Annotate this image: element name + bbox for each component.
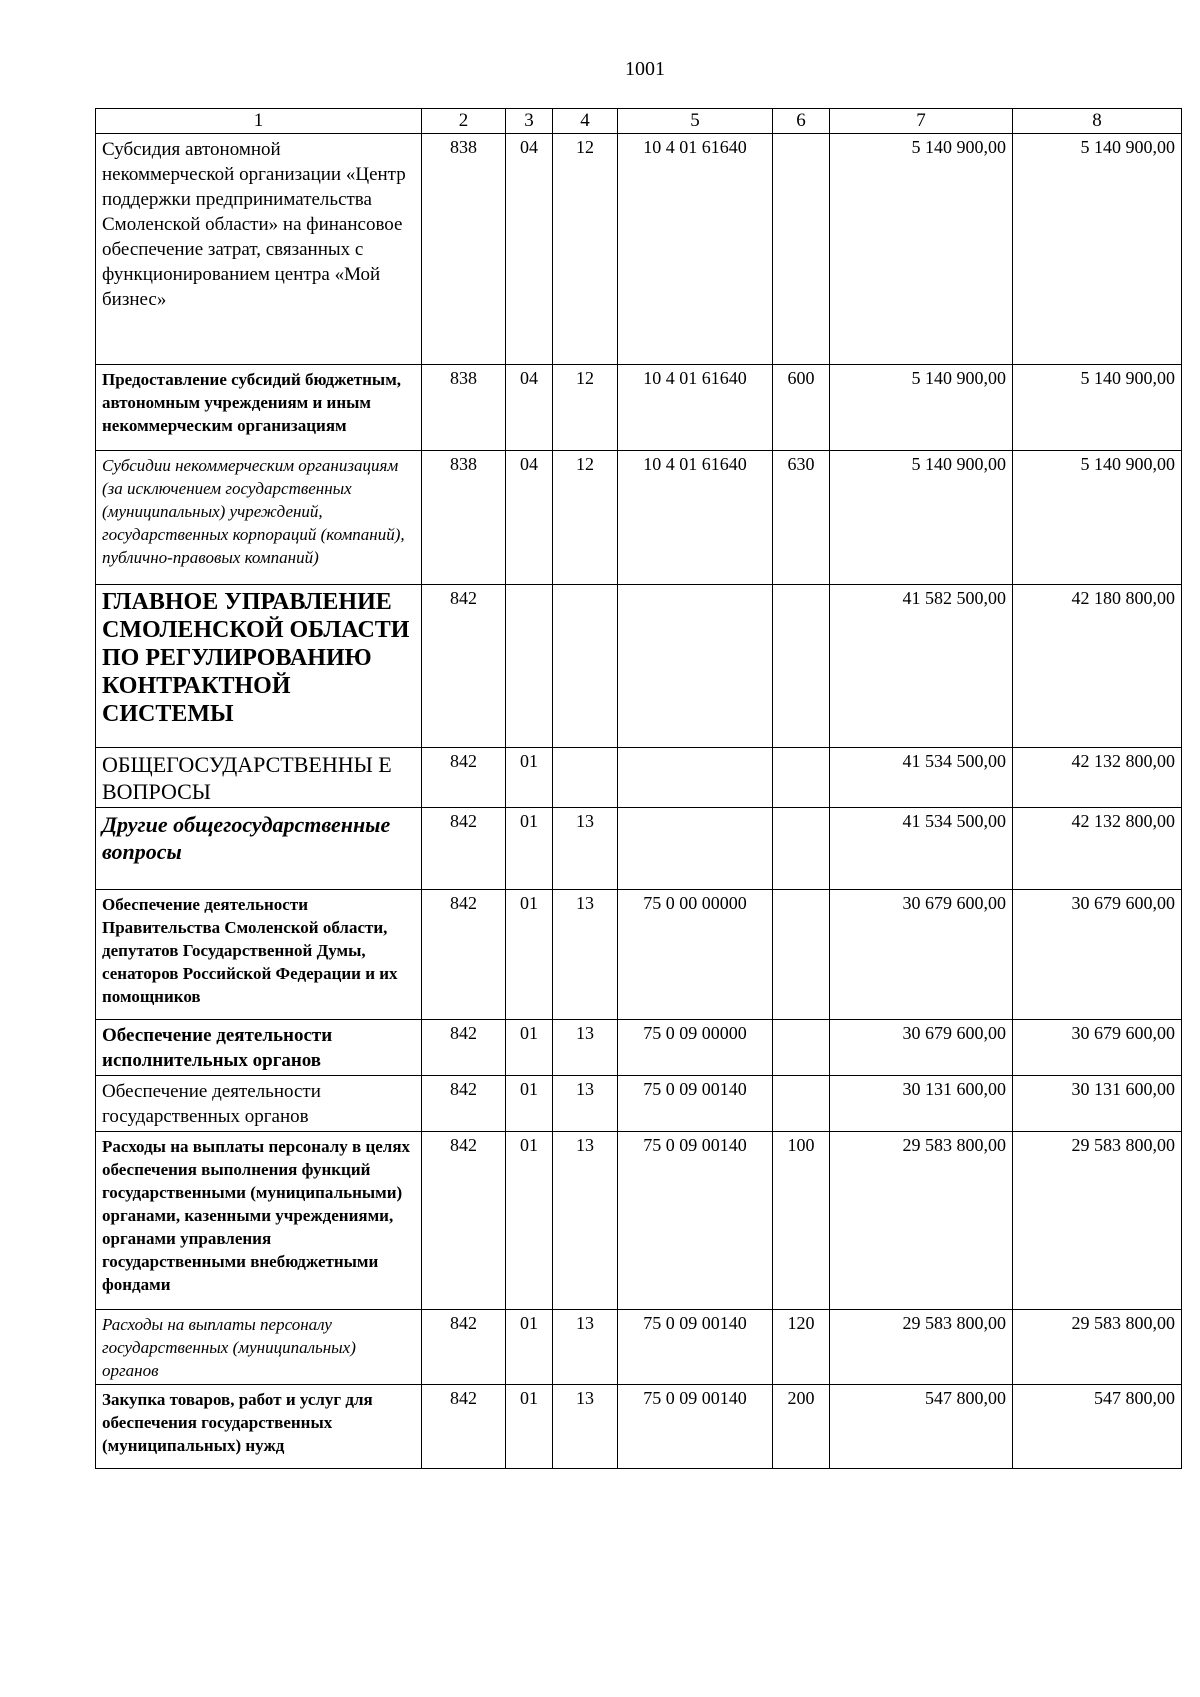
- expense-type-cell: 100: [773, 1132, 830, 1310]
- section-code-cell: 04: [506, 134, 553, 365]
- column-header: 6: [773, 109, 830, 134]
- subsection-code-cell: [553, 748, 618, 808]
- row-name-cell: Расходы на выплаты персоналу в целях обеспечения выполнения функций государственными (муниципальными) органами, казенными учреждениями, органами управления государственными внебюджетными фондами: [96, 1132, 422, 1310]
- table-row: [96, 1385, 1182, 1469]
- row-name-cell: Обеспечение деятельности исполнительных органов: [96, 1020, 422, 1076]
- column-header: 5: [618, 109, 773, 134]
- section-code-cell: 01: [506, 1132, 553, 1310]
- table-row: [96, 585, 1182, 748]
- target-article-cell: [618, 585, 773, 748]
- amount-year-1-cell: 547 800,00: [830, 1385, 1013, 1469]
- amount-year-1-cell: 5 140 900,00: [830, 134, 1013, 365]
- admin-code-cell: 838: [422, 365, 506, 451]
- subsection-code-cell: 13: [553, 1076, 618, 1132]
- amount-year-2-cell: 42 180 800,00: [1013, 585, 1182, 748]
- amount-year-1-cell: 29 583 800,00: [830, 1132, 1013, 1310]
- expense-type-cell: [773, 808, 830, 890]
- section-code-cell: 01: [506, 890, 553, 1020]
- amount-year-1-cell: 41 582 500,00: [830, 585, 1013, 748]
- row-name-cell: Обеспечение деятельности государственных органов: [96, 1076, 422, 1132]
- amount-year-2-cell: 5 140 900,00: [1013, 134, 1182, 365]
- expense-type-cell: 630: [773, 451, 830, 585]
- expense-type-cell: 600: [773, 365, 830, 451]
- admin-code-cell: 842: [422, 1385, 506, 1469]
- table-row: [96, 134, 1182, 365]
- subsection-code-cell: 12: [553, 365, 618, 451]
- row-name-cell: Другие общегосударственные вопросы: [96, 808, 422, 890]
- column-header: 2: [422, 109, 506, 134]
- admin-code-cell: 842: [422, 1132, 506, 1310]
- amount-year-2-cell: 30 679 600,00: [1013, 1020, 1182, 1076]
- amount-year-1-cell: 30 131 600,00: [830, 1076, 1013, 1132]
- admin-code-cell: 842: [422, 808, 506, 890]
- section-code-cell: 01: [506, 1076, 553, 1132]
- admin-code-cell: 838: [422, 134, 506, 365]
- section-code-cell: 01: [506, 1020, 553, 1076]
- row-name-cell: ГЛАВНОЕ УПРАВЛЕНИЕ СМОЛЕНСКОЙ ОБЛАСТИ ПО РЕГУЛИРОВАНИЮ КОНТРАКТНОЙ СИСТЕМЫ: [96, 585, 422, 748]
- expense-type-cell: [773, 1020, 830, 1076]
- target-article-cell: 10 4 01 61640: [618, 134, 773, 365]
- row-name-cell: Расходы на выплаты персоналу государственных (муниципальных) органов: [96, 1310, 422, 1385]
- target-article-cell: 75 0 09 00140: [618, 1310, 773, 1385]
- subsection-code-cell: 13: [553, 1132, 618, 1310]
- row-name-cell: Субсидии некоммерческим организациям (за исключением государственных (муниципальных) учреждений, государственных корпораций (компаний), публично-правовых компаний): [96, 451, 422, 585]
- section-code-cell: 04: [506, 365, 553, 451]
- amount-year-1-cell: 5 140 900,00: [830, 365, 1013, 451]
- subsection-code-cell: 13: [553, 1020, 618, 1076]
- row-name-cell: Обеспечение деятельности Правительства Смоленской области, депутатов Государственной Думы, сенаторов Российской Федерации и их помощников: [96, 890, 422, 1020]
- row-name-cell: Закупка товаров, работ и услуг для обеспечения государственных (муниципальных) нужд: [96, 1385, 422, 1469]
- table-row: [96, 808, 1182, 890]
- amount-year-2-cell: 30 131 600,00: [1013, 1076, 1182, 1132]
- amount-year-2-cell: 42 132 800,00: [1013, 808, 1182, 890]
- admin-code-cell: 842: [422, 585, 506, 748]
- row-name-cell: ОБЩЕГОСУДАРСТВЕННЫ Е ВОПРОСЫ: [96, 748, 422, 808]
- expense-type-cell: [773, 1076, 830, 1132]
- amount-year-1-cell: 29 583 800,00: [830, 1310, 1013, 1385]
- section-code-cell: 01: [506, 1310, 553, 1385]
- row-name-cell: Предоставление субсидий бюджетным, автономным учреждениям и иным некоммерческим организациям: [96, 365, 422, 451]
- target-article-cell: 75 0 00 00000: [618, 890, 773, 1020]
- expense-type-cell: 120: [773, 1310, 830, 1385]
- amount-year-1-cell: 41 534 500,00: [830, 748, 1013, 808]
- subsection-code-cell: [553, 585, 618, 748]
- subsection-code-cell: 12: [553, 451, 618, 585]
- page-number: 1001: [625, 58, 665, 80]
- target-article-cell: 75 0 09 00140: [618, 1076, 773, 1132]
- admin-code-cell: 838: [422, 451, 506, 585]
- section-code-cell: 04: [506, 451, 553, 585]
- amount-year-2-cell: 30 679 600,00: [1013, 890, 1182, 1020]
- amount-year-2-cell: 29 583 800,00: [1013, 1132, 1182, 1310]
- table-row: [96, 1310, 1182, 1385]
- target-article-cell: [618, 808, 773, 890]
- expense-type-cell: [773, 890, 830, 1020]
- subsection-code-cell: 13: [553, 1385, 618, 1469]
- target-article-cell: 10 4 01 61640: [618, 365, 773, 451]
- table-row: [96, 1020, 1182, 1076]
- admin-code-cell: 842: [422, 1076, 506, 1132]
- amount-year-2-cell: 547 800,00: [1013, 1385, 1182, 1469]
- target-article-cell: [618, 748, 773, 808]
- amount-year-1-cell: 5 140 900,00: [830, 451, 1013, 585]
- amount-year-1-cell: 30 679 600,00: [830, 890, 1013, 1020]
- table-row: [96, 1076, 1182, 1132]
- table-row: [96, 1132, 1182, 1310]
- subsection-code-cell: 13: [553, 808, 618, 890]
- table-row: [96, 890, 1182, 1020]
- target-article-cell: 10 4 01 61640: [618, 451, 773, 585]
- admin-code-cell: 842: [422, 1020, 506, 1076]
- expense-type-cell: [773, 748, 830, 808]
- section-code-cell: [506, 585, 553, 748]
- table-row: [96, 365, 1182, 451]
- amount-year-2-cell: 5 140 900,00: [1013, 451, 1182, 585]
- amount-year-1-cell: 41 534 500,00: [830, 808, 1013, 890]
- column-header: 7: [830, 109, 1013, 134]
- column-header: 8: [1013, 109, 1182, 134]
- column-header: 3: [506, 109, 553, 134]
- admin-code-cell: 842: [422, 748, 506, 808]
- target-article-cell: 75 0 09 00140: [618, 1132, 773, 1310]
- table-row: [96, 748, 1182, 808]
- amount-year-2-cell: 5 140 900,00: [1013, 365, 1182, 451]
- budget-table: [95, 108, 1182, 1469]
- header-row: [96, 109, 1182, 134]
- target-article-cell: 75 0 09 00140: [618, 1385, 773, 1469]
- amount-year-2-cell: 42 132 800,00: [1013, 748, 1182, 808]
- admin-code-cell: 842: [422, 890, 506, 1020]
- subsection-code-cell: 13: [553, 890, 618, 1020]
- expense-type-cell: 200: [773, 1385, 830, 1469]
- subsection-code-cell: 12: [553, 134, 618, 365]
- amount-year-2-cell: 29 583 800,00: [1013, 1310, 1182, 1385]
- expense-type-cell: [773, 134, 830, 365]
- amount-year-1-cell: 30 679 600,00: [830, 1020, 1013, 1076]
- target-article-cell: 75 0 09 00000: [618, 1020, 773, 1076]
- column-header: 1: [96, 109, 422, 134]
- column-header: 4: [553, 109, 618, 134]
- table-row: [96, 451, 1182, 585]
- section-code-cell: 01: [506, 808, 553, 890]
- expense-type-cell: [773, 585, 830, 748]
- section-code-cell: 01: [506, 748, 553, 808]
- row-name-cell: Субсидия автономной некоммерческой организации «Центр поддержки предпринимательства Смоленской области» на финансовое обеспечение затрат, связанных с функционированием центра «Мой бизнес»: [96, 134, 422, 365]
- admin-code-cell: 842: [422, 1310, 506, 1385]
- subsection-code-cell: 13: [553, 1310, 618, 1385]
- section-code-cell: 01: [506, 1385, 553, 1469]
